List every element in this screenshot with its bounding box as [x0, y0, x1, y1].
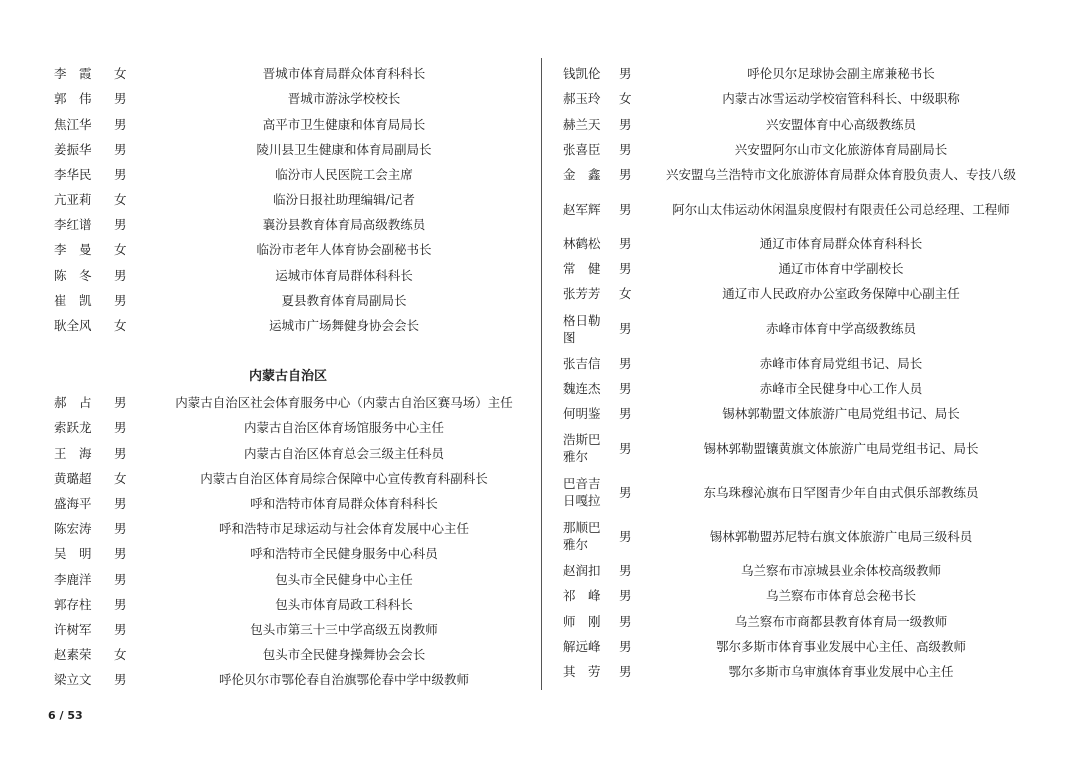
table-row — [48, 542, 528, 567]
person-gender: 女 — [114, 318, 127, 334]
person-name: 何明鉴 — [563, 406, 601, 422]
person-gender: 男 — [619, 638, 632, 654]
person-title: 襄汾县教育体育局高级教练员 — [262, 217, 426, 233]
person-title: 呼伦贝尔市鄂伦春自治旗鄂伦春中学中级教师 — [218, 672, 469, 688]
table-row — [557, 515, 1027, 559]
right-column-table — [557, 62, 1027, 685]
person-title: 赤峰市体育局党组书记、局长 — [759, 355, 923, 371]
person-name: 吴 明 — [54, 546, 92, 562]
person-name: 耿全风 — [54, 318, 92, 334]
person-name: 郭 伟 — [54, 91, 92, 107]
person-title: 包头市全民健身中心主任 — [275, 571, 413, 587]
table-row — [48, 213, 528, 238]
person-gender: 女 — [114, 470, 127, 486]
person-name-line: 那顺巴 — [563, 520, 601, 536]
person-name: 索跃龙 — [54, 420, 92, 436]
person-gender: 男 — [619, 141, 632, 157]
person-gender: 男 — [114, 116, 127, 132]
person-name: 梁立文 — [54, 672, 92, 688]
person-name-line: 雅尔 — [563, 537, 589, 553]
person-name-line: 雅尔 — [563, 449, 589, 465]
person-gender: 男 — [114, 521, 127, 537]
person-gender: 男 — [114, 91, 127, 107]
person-gender: 男 — [619, 355, 632, 371]
table-row — [48, 618, 528, 643]
person-title: 赤峰市全民健身中心工作人员 — [759, 380, 923, 396]
person-name — [557, 427, 617, 471]
person-gender: 女 — [114, 242, 127, 258]
table-row — [557, 471, 1027, 515]
person-name — [557, 471, 617, 515]
table-row — [48, 391, 528, 416]
person-gender: 女 — [114, 192, 127, 208]
person-title: 运城市体育局群体科科长 — [275, 267, 413, 283]
person-name: 祁 峰 — [563, 588, 601, 604]
person-title: 锡林郭勒盟苏尼特右旗文体旅游广电局三级科员 — [709, 528, 973, 544]
person-gender: 男 — [114, 395, 127, 411]
person-name: 常 健 — [563, 261, 601, 277]
person-name-line: 格日勒 — [563, 312, 601, 328]
person-name: 李鹿洋 — [54, 571, 92, 587]
person-title: 鄂尔多斯市体育事业发展中心主任、高级教师 — [715, 638, 966, 654]
table-row — [48, 416, 528, 441]
person-title: 高平市卫生健康和体育局局长 — [262, 116, 426, 132]
table-row — [48, 314, 528, 339]
person-title: 乌兰察布市体育总会秘书长 — [765, 588, 916, 604]
person-gender: 女 — [114, 647, 127, 663]
person-title: 兴安盟阿尔山市文化旅游体育局副局长 — [734, 141, 948, 157]
person-gender: 男 — [619, 484, 632, 500]
table-row — [48, 238, 528, 263]
table-row — [48, 163, 528, 188]
person-gender: 男 — [114, 546, 127, 562]
person-title: 夏县教育体育局副局长 — [281, 292, 407, 308]
person-title: 陵川县卫生健康和体育局副局长 — [256, 141, 432, 157]
table-row — [48, 264, 528, 289]
table-row — [48, 593, 528, 618]
table-row — [557, 257, 1027, 282]
person-gender: 男 — [619, 116, 632, 132]
table-row — [557, 87, 1027, 112]
person-name: 赵素荣 — [54, 647, 92, 663]
table-row — [48, 138, 528, 163]
table-row — [557, 635, 1027, 660]
person-gender: 男 — [619, 663, 632, 679]
person-title: 通辽市体育中学副校长 — [778, 261, 904, 277]
person-title: 通辽市体育局群众体育科科长 — [759, 236, 923, 252]
table-row — [48, 62, 528, 87]
person-name: 李 霞 — [54, 66, 92, 82]
person-name-line: 日嘎拉 — [563, 493, 601, 509]
table-row — [48, 87, 528, 112]
table-row — [48, 517, 528, 542]
person-name: 解远峰 — [563, 638, 601, 654]
person-title: 临汾市人民医院工会主席 — [275, 166, 413, 182]
person-title: 兴安盟乌兰浩特市文化旅游体育局群众体育股负责人、专技八级 — [665, 166, 1016, 182]
person-title: 东乌珠穆沁旗布日罕图青少年自由式俱乐部教练员 — [703, 484, 979, 500]
person-title: 锡林郭勒盟镶黄旗文体旅游广电局党组书记、局长 — [703, 440, 979, 456]
table-row — [557, 308, 1027, 352]
person-name: 李华民 — [54, 166, 92, 182]
person-name: 许树军 — [54, 621, 92, 637]
person-gender: 男 — [114, 596, 127, 612]
person-gender: 男 — [114, 571, 127, 587]
person-gender: 女 — [114, 66, 127, 82]
page-number: 6 / 53 — [48, 709, 83, 722]
person-name: 盛海平 — [54, 495, 92, 511]
person-name: 黄璐超 — [54, 470, 92, 486]
person-name: 赵润扣 — [563, 563, 601, 579]
person-name: 郭存柱 — [54, 596, 92, 612]
person-title: 呼和浩特市体育局群众体育科科长 — [250, 495, 438, 511]
person-name: 师 刚 — [563, 613, 601, 629]
table-row — [557, 163, 1027, 188]
person-name — [557, 515, 617, 559]
person-title: 乌兰察布市凉城县业余体校高级教师 — [740, 563, 941, 579]
person-title: 包头市体育局政工科科长 — [275, 596, 413, 612]
person-name: 郝玉玲 — [563, 91, 601, 107]
person-gender: 男 — [114, 445, 127, 461]
person-gender: 男 — [619, 588, 632, 604]
person-gender: 男 — [114, 672, 127, 688]
table-row — [557, 584, 1027, 609]
table-row — [557, 62, 1027, 87]
table-row — [48, 668, 528, 693]
person-gender: 男 — [619, 440, 632, 456]
person-gender: 男 — [114, 621, 127, 637]
person-title: 阿尔山太伟运动休闲温泉度假村有限责任公司总经理、工程师 — [672, 201, 1010, 217]
table-row — [48, 188, 528, 213]
person-name: 李 曼 — [54, 242, 92, 258]
person-gender: 男 — [114, 420, 127, 436]
person-title: 呼和浩特市足球运动与社会体育发展中心主任 — [218, 521, 469, 537]
person-name: 钱凯伦 — [563, 66, 601, 82]
column-divider — [541, 58, 542, 690]
person-gender: 男 — [114, 166, 127, 182]
table-row — [557, 427, 1027, 471]
table-row — [48, 289, 528, 314]
person-title: 临汾日报社助理编辑/记者 — [273, 192, 415, 208]
person-title: 乌兰察布市商都县教育体育局一级教师 — [734, 613, 948, 629]
table-row — [557, 352, 1027, 377]
person-gender: 男 — [619, 66, 632, 82]
person-title: 锡林郭勒盟文体旅游广电局党组书记、局长 — [722, 406, 960, 422]
table-row — [48, 492, 528, 517]
table-row — [48, 567, 528, 592]
person-title: 包头市全民健身操舞协会会长 — [262, 647, 426, 663]
person-title: 内蒙古自治区社会体育服务中心（内蒙古自治区赛马场）主任 — [175, 395, 513, 411]
person-title: 晋城市游泳学校校长 — [287, 91, 401, 107]
section-header-row — [48, 339, 528, 391]
person-gender: 男 — [619, 380, 632, 396]
person-gender: 男 — [114, 267, 127, 283]
section-title: 内蒙古自治区 — [248, 368, 327, 384]
person-gender: 男 — [114, 495, 127, 511]
table-row — [557, 282, 1027, 307]
person-title: 晋城市体育局群众体育科科长 — [262, 66, 426, 82]
person-name: 焦江华 — [54, 116, 92, 132]
person-name: 赫兰天 — [563, 116, 601, 132]
person-title: 鄂尔多斯市乌审旗体育事业发展中心主任 — [728, 663, 954, 679]
person-title: 临汾市老年人体育协会副秘书长 — [256, 242, 432, 258]
person-name: 林鹤松 — [563, 236, 601, 252]
person-title: 运城市广场舞健身协会会长 — [268, 318, 419, 334]
person-title: 赤峰市体育中学高级教练员 — [765, 321, 916, 337]
person-gender: 男 — [619, 236, 632, 252]
person-gender: 男 — [619, 201, 632, 217]
person-title: 内蒙古自治区体育总会三级主任科员 — [243, 445, 444, 461]
person-title: 包头市第三十三中学高级五岗教师 — [250, 621, 438, 637]
table-row — [557, 402, 1027, 427]
person-name: 张吉信 — [563, 355, 601, 371]
person-gender: 男 — [114, 292, 127, 308]
table-row — [48, 441, 528, 466]
person-name: 崔 凯 — [54, 292, 92, 308]
person-gender: 女 — [619, 286, 632, 302]
person-gender: 男 — [619, 261, 632, 277]
person-title: 兴安盟体育中心高级教练员 — [765, 116, 916, 132]
table-row — [557, 112, 1027, 137]
person-name: 王 海 — [54, 445, 92, 461]
person-gender: 男 — [619, 406, 632, 422]
table-row — [557, 188, 1027, 232]
person-gender: 男 — [619, 321, 632, 337]
person-gender: 女 — [619, 91, 632, 107]
person-title: 内蒙古自治区体育局综合保障中心宣传教育科副科长 — [200, 470, 488, 486]
person-title: 内蒙古自治区体育场馆服务中心主任 — [243, 420, 444, 436]
table-row — [557, 377, 1027, 402]
person-title: 呼伦贝尔足球协会副主席兼秘书长 — [747, 66, 935, 82]
person-name: 姜振华 — [54, 141, 92, 157]
table-row — [557, 559, 1027, 584]
person-gender: 男 — [619, 166, 632, 182]
table-row — [557, 660, 1027, 685]
person-gender: 男 — [619, 528, 632, 544]
person-title: 内蒙古冰雪运动学校宿管科科长、中级职称 — [722, 91, 960, 107]
table-row — [557, 232, 1027, 257]
person-name: 陈 冬 — [54, 267, 92, 283]
person-name: 郝 占 — [54, 395, 92, 411]
table-row — [557, 138, 1027, 163]
person-title: 呼和浩特市全民健身服务中心科员 — [250, 546, 438, 562]
person-name: 陈宏涛 — [54, 521, 92, 537]
person-name: 亢亚莉 — [54, 192, 92, 208]
table-row — [557, 609, 1027, 634]
table-row — [48, 112, 528, 137]
person-gender: 男 — [619, 613, 632, 629]
person-name — [557, 308, 617, 352]
person-name: 魏连杰 — [563, 380, 601, 396]
person-name-line: 图 — [563, 329, 576, 345]
person-name-line: 浩斯巴 — [563, 432, 601, 448]
person-name: 张喜臣 — [563, 141, 601, 157]
person-gender: 男 — [114, 141, 127, 157]
person-name-line: 巴音吉 — [563, 476, 601, 492]
left-column-table — [48, 62, 528, 693]
person-name: 赵军辉 — [563, 201, 601, 217]
person-title: 通辽市人民政府办公室政务保障中心副主任 — [722, 286, 960, 302]
table-row — [48, 467, 528, 492]
person-name: 其 劳 — [563, 663, 601, 679]
person-gender: 男 — [114, 217, 127, 233]
person-gender: 男 — [619, 563, 632, 579]
table-row — [48, 643, 528, 668]
person-name: 张芳芳 — [563, 286, 601, 302]
person-name: 李红谱 — [54, 217, 92, 233]
person-name: 金 鑫 — [563, 166, 601, 182]
